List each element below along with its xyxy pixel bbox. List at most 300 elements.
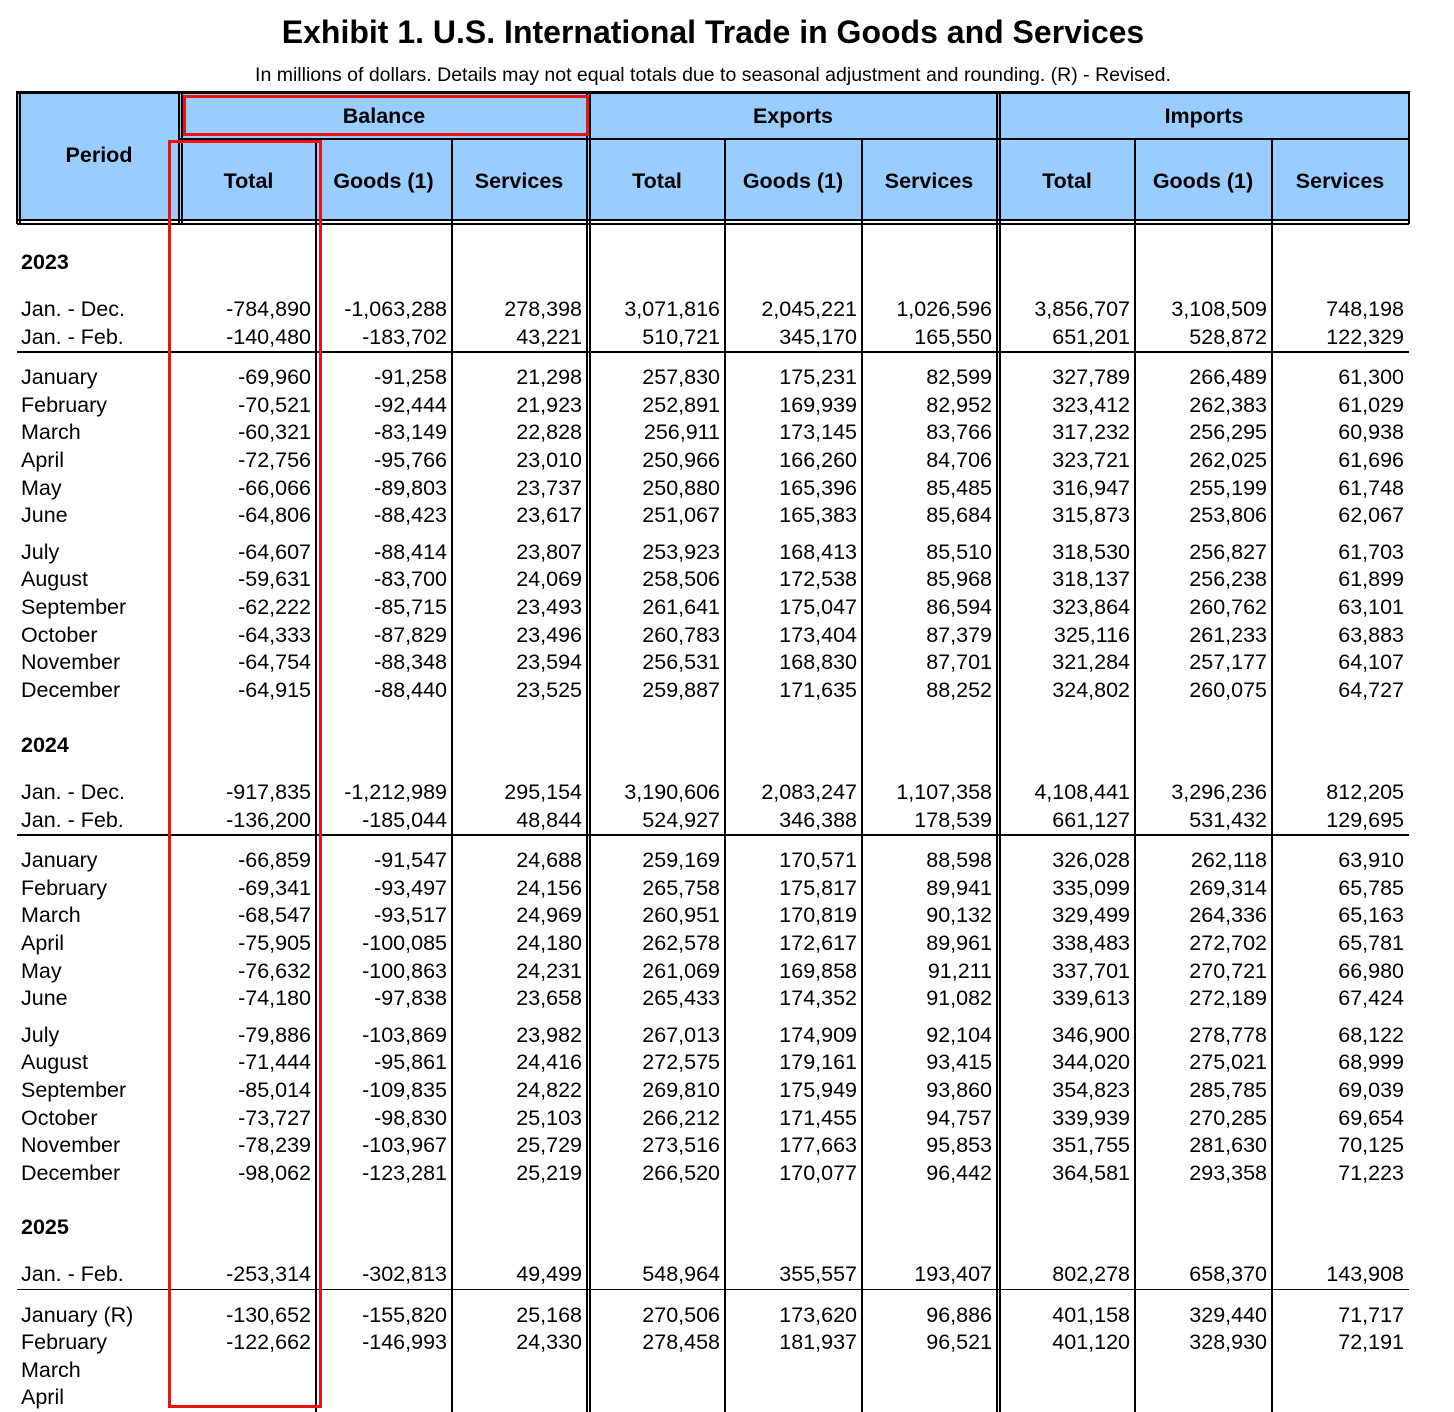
group-header-exports: Exports — [752, 104, 834, 128]
table-cell: 91,211 — [927, 958, 992, 983]
subheader-balance-goods: Goods (1) — [333, 169, 434, 193]
table-cell: -123,281 — [362, 1160, 447, 1185]
table-cell: 1,026,596 — [896, 297, 992, 321]
table-cell: 295,154 — [504, 780, 582, 804]
table-cell: 168,413 — [779, 539, 857, 564]
table-cell: 256,911 — [643, 420, 720, 445]
table-cell: -89,803 — [374, 475, 447, 500]
table-cell: 812,205 — [1326, 780, 1404, 804]
table-cell: 257,830 — [642, 365, 720, 390]
row-label: June — [21, 986, 68, 1011]
table-cell: 64,727 — [1338, 677, 1404, 702]
table-cell: 91,082 — [926, 986, 992, 1011]
col-sep — [724, 139, 726, 1412]
col-sep — [451, 139, 453, 1412]
row-label: April — [21, 931, 65, 955]
table-cell: 256,295 — [1189, 420, 1267, 445]
table-cell: 93,860 — [926, 1078, 992, 1102]
table-cell: 531,432 — [1189, 807, 1267, 832]
table-cell: 170,077 — [779, 1160, 857, 1185]
row-label: November — [21, 1133, 121, 1158]
table-cell: 257,177 — [1189, 650, 1267, 675]
table-cell: 24,231 — [516, 958, 582, 983]
table-cell: 256,531 — [642, 650, 720, 675]
table-cell: 21,298 — [516, 365, 582, 390]
table-cell: 250,880 — [642, 475, 720, 500]
table-cell: 24,330 — [516, 1330, 582, 1355]
table-cell: 270,285 — [1189, 1105, 1267, 1130]
table-cell: 344,020 — [1052, 1050, 1130, 1075]
table-cell: 65,163 — [1338, 903, 1404, 928]
exhibit-title: Exhibit 1. U.S. International Trade in Goods and Services — [281, 14, 1145, 50]
table-cell: 129,695 — [1326, 807, 1404, 832]
table-cell: 258,506 — [642, 567, 720, 592]
table-cell: 24,822 — [516, 1078, 582, 1102]
table-cell: 171,635 — [779, 677, 857, 702]
table-cell: 48,844 — [516, 807, 582, 832]
table-cell: 62,067 — [1338, 503, 1404, 528]
table-cell: 267,013 — [642, 1022, 720, 1047]
subheader-balance-total: Total — [223, 169, 274, 193]
table-cell: -88,423 — [374, 503, 447, 528]
col-sep — [996, 91, 998, 1412]
table-cell: 66,980 — [1338, 958, 1404, 983]
table-cell: 2,045,221 — [761, 297, 857, 321]
table-cell: 90,132 — [926, 903, 992, 928]
table-cell: 262,383 — [1189, 392, 1267, 417]
table-cell: -71,444 — [238, 1050, 311, 1075]
table-cell: 3,190,606 — [624, 780, 720, 804]
table-cell: 510,721 — [642, 324, 720, 349]
table-cell: -302,813 — [362, 1262, 447, 1286]
row-label: October — [21, 1105, 98, 1130]
table-cell: -83,149 — [374, 420, 447, 445]
subheader-exports-services: Services — [884, 169, 974, 193]
table-cell: -64,806 — [238, 503, 311, 528]
table-cell: 259,887 — [642, 677, 720, 702]
table-cell: -66,066 — [238, 475, 311, 500]
table-cell: 261,641 — [642, 595, 720, 619]
subheader-exports-goods: Goods (1) — [742, 169, 844, 193]
table-cell: -85,014 — [238, 1078, 311, 1102]
table-cell: 4,108,441 — [1034, 780, 1130, 804]
table-cell: -59,631 — [238, 567, 311, 592]
table-cell: -185,044 — [362, 807, 447, 832]
table-cell: 266,520 — [642, 1160, 720, 1185]
table-cell: 82,599 — [926, 365, 992, 390]
table-cell: -155,820 — [362, 1302, 447, 1327]
table-cell: 170,819 — [779, 903, 857, 928]
table-cell: 328,930 — [1189, 1330, 1267, 1355]
table-cell: 262,025 — [1189, 448, 1267, 472]
table-cell: 325,116 — [1053, 622, 1130, 647]
table-cell: -85,715 — [374, 595, 447, 619]
table-cell: 89,961 — [926, 931, 992, 955]
table-cell: 253,806 — [1189, 503, 1267, 528]
table-cell: 69,039 — [1338, 1078, 1404, 1102]
table-cell: 61,748 — [1338, 475, 1404, 500]
table-cell: -93,497 — [374, 875, 447, 900]
table-cell: 345,170 — [779, 324, 857, 349]
table-cell: 272,189 — [1189, 986, 1267, 1011]
table-cell: 269,810 — [642, 1078, 720, 1102]
table-cell: 251,067 — [642, 503, 720, 528]
row-label: July — [21, 539, 60, 564]
subheader-exports-total: Total — [632, 169, 682, 193]
table-cell: 270,721 — [1189, 958, 1267, 983]
col-sep — [1271, 139, 1273, 1412]
table-cell: 323,864 — [1052, 595, 1130, 619]
table-cell: 92,104 — [926, 1022, 992, 1047]
table-cell: 71,717 — [1338, 1302, 1404, 1327]
row-label: September — [21, 1078, 127, 1102]
table-cell: 401,158 — [1052, 1302, 1130, 1327]
table-cell: 260,951 — [642, 903, 720, 928]
table-cell: 351,755 — [1052, 1133, 1130, 1158]
table-cell: 175,047 — [779, 595, 857, 619]
table-cell: 63,101 — [1338, 595, 1404, 619]
table-cell: 85,968 — [926, 567, 992, 592]
table-cell: 96,521 — [926, 1330, 992, 1355]
table-cell: -70,521 — [238, 392, 311, 417]
table-cell: 661,127 — [1052, 807, 1130, 832]
table-cell: 175,817 — [779, 875, 857, 900]
table-cell: -91,547 — [374, 848, 447, 873]
table-cell: -97,838 — [374, 986, 447, 1011]
row-label: May — [21, 958, 62, 983]
row-label: February — [21, 1330, 108, 1355]
table-cell: -136,200 — [226, 807, 311, 832]
table-cell: 255,199 — [1189, 475, 1267, 500]
table-cell: 181,937 — [779, 1330, 857, 1355]
table-cell: 23,010 — [516, 448, 582, 472]
table-cell: -62,222 — [238, 595, 311, 619]
table-cell: 23,658 — [516, 986, 582, 1011]
table-cell: 339,613 — [1052, 986, 1130, 1011]
table-cell: -93,517 — [374, 903, 447, 928]
table-cell: 253,923 — [642, 539, 720, 564]
table-cell: 24,969 — [516, 903, 582, 928]
row-label: January — [21, 848, 98, 873]
table-cell: 272,575 — [642, 1050, 720, 1075]
table-cell: 316,947 — [1052, 475, 1130, 500]
table-cell: -88,440 — [374, 677, 447, 702]
table-cell: 23,617 — [516, 503, 582, 528]
table-cell: 364,581 — [1052, 1160, 1130, 1185]
table-cell: 285,785 — [1189, 1078, 1267, 1102]
table-cell: -83,700 — [374, 567, 447, 592]
table-cell: -92,444 — [374, 392, 447, 417]
row-label: March — [21, 1357, 81, 1382]
table-cell: -73,727 — [238, 1105, 311, 1130]
table-cell: 174,352 — [779, 986, 857, 1011]
subheader-imports-total: Total — [1042, 169, 1092, 193]
table-cell: 355,557 — [779, 1262, 857, 1286]
table-cell: 179,161 — [779, 1050, 857, 1075]
table-cell: 259,169 — [642, 848, 720, 873]
table-cell: 548,964 — [642, 1262, 720, 1286]
table-cell: 278,458 — [642, 1330, 720, 1355]
table-cell: 171,455 — [779, 1105, 857, 1130]
table-cell: 172,617 — [779, 931, 857, 955]
table-cell: 61,300 — [1338, 365, 1404, 390]
table-cell: 265,433 — [642, 986, 720, 1011]
table-cell: -253,314 — [226, 1262, 311, 1286]
table-cell: 323,412 — [1052, 392, 1130, 417]
table-cell: 748,198 — [1326, 297, 1404, 321]
table-cell: 61,029 — [1338, 392, 1404, 417]
table-cell: 24,180 — [516, 931, 582, 955]
table-cell: 169,939 — [779, 392, 857, 417]
table-cell: 95,853 — [926, 1133, 992, 1158]
table-cell: 278,398 — [504, 297, 582, 321]
table-cell: 318,137 — [1052, 567, 1130, 592]
table-cell: 346,388 — [779, 807, 857, 832]
period-header: Period — [65, 143, 133, 167]
table-cell: 256,827 — [1189, 539, 1267, 564]
table-cell: 68,122 — [1338, 1022, 1404, 1047]
exhibit-subtitle: In millions of dollars. Details may not equal totals due to seasonal adjustment and rounding. (R) - Revised. — [255, 64, 1171, 86]
table-cell: 94,757 — [926, 1105, 992, 1130]
table-cell: 23,594 — [516, 650, 582, 675]
table-cell: 89,941 — [926, 875, 992, 900]
table-cell: 61,703 — [1338, 539, 1404, 564]
table-cell: 65,785 — [1338, 875, 1404, 900]
row-label: February — [21, 875, 108, 900]
table-cell: 317,232 — [1052, 420, 1130, 445]
table-cell: 260,783 — [642, 622, 720, 647]
table-cell: 329,499 — [1052, 903, 1130, 928]
table-cell: 71,223 — [1338, 1160, 1404, 1185]
table-cell: -1,063,288 — [344, 297, 447, 321]
table-cell: 2,083,247 — [761, 780, 857, 804]
table-cell: 354,823 — [1052, 1078, 1130, 1102]
table-cell: 170,571 — [779, 848, 857, 873]
group-header-balance: Balance — [342, 104, 426, 128]
table-cell: -72,756 — [238, 448, 311, 472]
table-cell: -917,835 — [226, 780, 311, 804]
table-cell: 265,758 — [642, 875, 720, 900]
table-cell: 24,416 — [516, 1050, 582, 1075]
table-cell: -75,905 — [238, 931, 311, 955]
table-cell: -78,239 — [238, 1133, 311, 1158]
table-cell: 173,404 — [779, 622, 857, 647]
table-cell: 88,598 — [926, 848, 992, 873]
table-cell: 63,910 — [1338, 848, 1404, 873]
table-cell: -64,754 — [238, 650, 311, 675]
subheader-balance-services: Services — [474, 169, 564, 193]
row-label: July — [21, 1022, 60, 1047]
table-cell: -95,861 — [374, 1050, 447, 1075]
table-cell: -91,258 — [374, 365, 447, 390]
row-label: January — [21, 365, 98, 390]
row-label: November — [21, 650, 121, 675]
table-cell: 24,069 — [516, 567, 582, 592]
row-label: Jan. - Dec. — [21, 297, 125, 321]
year-label: 2024 — [21, 733, 69, 757]
table-cell: 63,883 — [1338, 622, 1404, 647]
table-cell: -88,414 — [374, 539, 447, 564]
table-cell: 61,696 — [1338, 448, 1404, 472]
table-cell: 86,594 — [926, 595, 992, 619]
subheader-imports-goods: Goods (1) — [1152, 169, 1254, 193]
table-cell: 21,923 — [516, 392, 582, 417]
table-cell: 327,789 — [1052, 365, 1130, 390]
table-cell: 69,654 — [1338, 1105, 1404, 1130]
table-cell: 321,284 — [1052, 650, 1130, 675]
row-label: December — [21, 1160, 121, 1185]
row-label: October — [21, 622, 98, 647]
table-cell: -64,915 — [238, 677, 311, 702]
table-cell: -95,766 — [374, 448, 447, 472]
table-cell: 3,071,816 — [624, 297, 720, 321]
table-cell: -74,180 — [238, 986, 311, 1011]
table-cell: 329,440 — [1189, 1302, 1267, 1327]
row-label: May — [21, 475, 62, 500]
table-cell: 23,493 — [516, 595, 582, 619]
row-label: Jan. - Feb. — [21, 324, 124, 349]
table-top-border — [17, 91, 1409, 94]
table-cell: 96,886 — [926, 1302, 992, 1327]
table-cell: 528,872 — [1189, 324, 1267, 349]
table-cell: 178,539 — [914, 807, 992, 832]
table-cell: 23,525 — [516, 677, 582, 702]
table-cell: 651,201 — [1052, 324, 1130, 349]
table-cell: 25,219 — [516, 1160, 582, 1185]
right-border — [1408, 91, 1410, 224]
table-cell: 172,538 — [779, 567, 857, 592]
table-cell: -109,835 — [362, 1078, 447, 1102]
table-cell: -122,662 — [226, 1330, 311, 1355]
table-cell: 193,407 — [914, 1262, 992, 1286]
table-cell: 324,802 — [1052, 677, 1130, 702]
row-label: February — [21, 392, 108, 417]
row-label: January (R) — [21, 1302, 134, 1327]
table-cell: 293,358 — [1189, 1160, 1267, 1185]
table-cell: 85,485 — [926, 475, 992, 500]
table-cell: 165,396 — [779, 475, 857, 500]
col-sep — [861, 139, 863, 1412]
table-cell: 337,701 — [1052, 958, 1130, 983]
table-cell: 262,118 — [1190, 848, 1267, 873]
table-cell: 256,238 — [1189, 567, 1267, 592]
table-cell: 261,233 — [1189, 622, 1267, 647]
table-cell: 278,778 — [1189, 1022, 1267, 1047]
table-cell: 87,701 — [926, 650, 992, 675]
row-label: April — [21, 448, 65, 472]
table-cell: 3,108,509 — [1171, 297, 1267, 321]
table-cell: 65,781 — [1338, 931, 1404, 955]
col-sep — [999, 91, 1001, 1412]
table-cell: -103,967 — [362, 1133, 447, 1158]
table-cell: -130,652 — [226, 1302, 311, 1327]
table-cell: 25,729 — [516, 1133, 582, 1158]
row-label: June — [21, 503, 68, 528]
table-cell: -68,547 — [238, 903, 311, 928]
table-cell: 67,424 — [1338, 986, 1404, 1011]
table-cell: 25,103 — [516, 1105, 582, 1130]
table-cell: 88,252 — [926, 677, 992, 702]
table-cell: 61,899 — [1338, 567, 1404, 592]
table-cell: 3,856,707 — [1034, 297, 1130, 321]
table-cell: -88,348 — [374, 650, 447, 675]
row-label: December — [21, 677, 121, 702]
table-cell: -64,607 — [238, 539, 311, 564]
table-cell: 85,510 — [926, 539, 992, 564]
table-cell: 250,966 — [642, 448, 720, 472]
table-cell: 43,221 — [516, 324, 582, 349]
table-cell: 326,028 — [1052, 848, 1130, 873]
table-cell: 281,630 — [1189, 1133, 1267, 1158]
table-cell: 165,383 — [779, 503, 857, 528]
table-cell: -69,960 — [238, 365, 311, 390]
table-cell: -98,062 — [238, 1160, 311, 1185]
table-cell: 72,191 — [1338, 1330, 1404, 1355]
table-cell: 87,379 — [926, 622, 992, 647]
table-cell: 272,702 — [1189, 931, 1267, 955]
row-label: Jan. - Dec. — [21, 780, 125, 804]
table-cell: -100,863 — [362, 958, 447, 983]
table-cell: 173,620 — [779, 1302, 857, 1327]
table-cell: 82,952 — [926, 392, 992, 417]
left-border — [16, 91, 18, 224]
table-cell: 1,107,358 — [896, 780, 992, 804]
table-cell: 273,516 — [642, 1133, 720, 1158]
highlight-box-balance-header — [183, 95, 589, 136]
table-cell: 23,982 — [516, 1022, 582, 1047]
table-cell: 346,900 — [1052, 1022, 1130, 1047]
group-header-imports: Imports — [1164, 104, 1244, 128]
table-cell: 166,260 — [779, 448, 857, 472]
table-cell: 83,766 — [926, 420, 992, 445]
table-cell: 169,858 — [779, 958, 857, 983]
table-cell: 24,156 — [516, 875, 582, 900]
table-cell: 318,530 — [1052, 539, 1130, 564]
table-cell: 177,663 — [779, 1133, 857, 1158]
table-cell: 68,999 — [1338, 1050, 1404, 1075]
table-cell: 524,927 — [642, 807, 720, 832]
group-header-separator — [180, 138, 1409, 140]
table-cell: -146,993 — [362, 1330, 447, 1355]
table-cell: 64,107 — [1338, 650, 1404, 675]
table-cell: 24,688 — [516, 848, 582, 873]
table-cell: 84,706 — [926, 448, 992, 472]
table-cell: 175,231 — [779, 365, 857, 390]
table-cell: 23,496 — [516, 622, 582, 647]
row-label: Jan. - Feb. — [21, 1262, 124, 1286]
table-cell: 165,550 — [914, 324, 992, 349]
row-label: August — [21, 567, 88, 592]
table-cell: 338,483 — [1052, 931, 1130, 955]
table-cell: 23,807 — [516, 539, 582, 564]
subheader-imports-services: Services — [1295, 169, 1385, 193]
table-cell: -79,886 — [238, 1022, 311, 1047]
table-cell: 174,909 — [779, 1022, 857, 1047]
table-cell: -784,890 — [226, 297, 311, 321]
highlight-box-balance-total-column — [168, 140, 322, 1408]
table-cell: 260,075 — [1189, 677, 1267, 702]
table-cell: 60,938 — [1338, 420, 1404, 445]
row-label: April — [21, 1385, 65, 1410]
row-label: August — [21, 1050, 88, 1075]
table-cell: -69,341 — [238, 875, 311, 900]
table-cell: 339,939 — [1052, 1105, 1130, 1130]
table-cell: 143,908 — [1326, 1262, 1404, 1286]
table-cell: 3,296,236 — [1171, 780, 1267, 804]
table-cell: 262,578 — [642, 931, 720, 955]
year-label: 2023 — [21, 250, 69, 274]
table-cell: -64,333 — [238, 622, 311, 647]
